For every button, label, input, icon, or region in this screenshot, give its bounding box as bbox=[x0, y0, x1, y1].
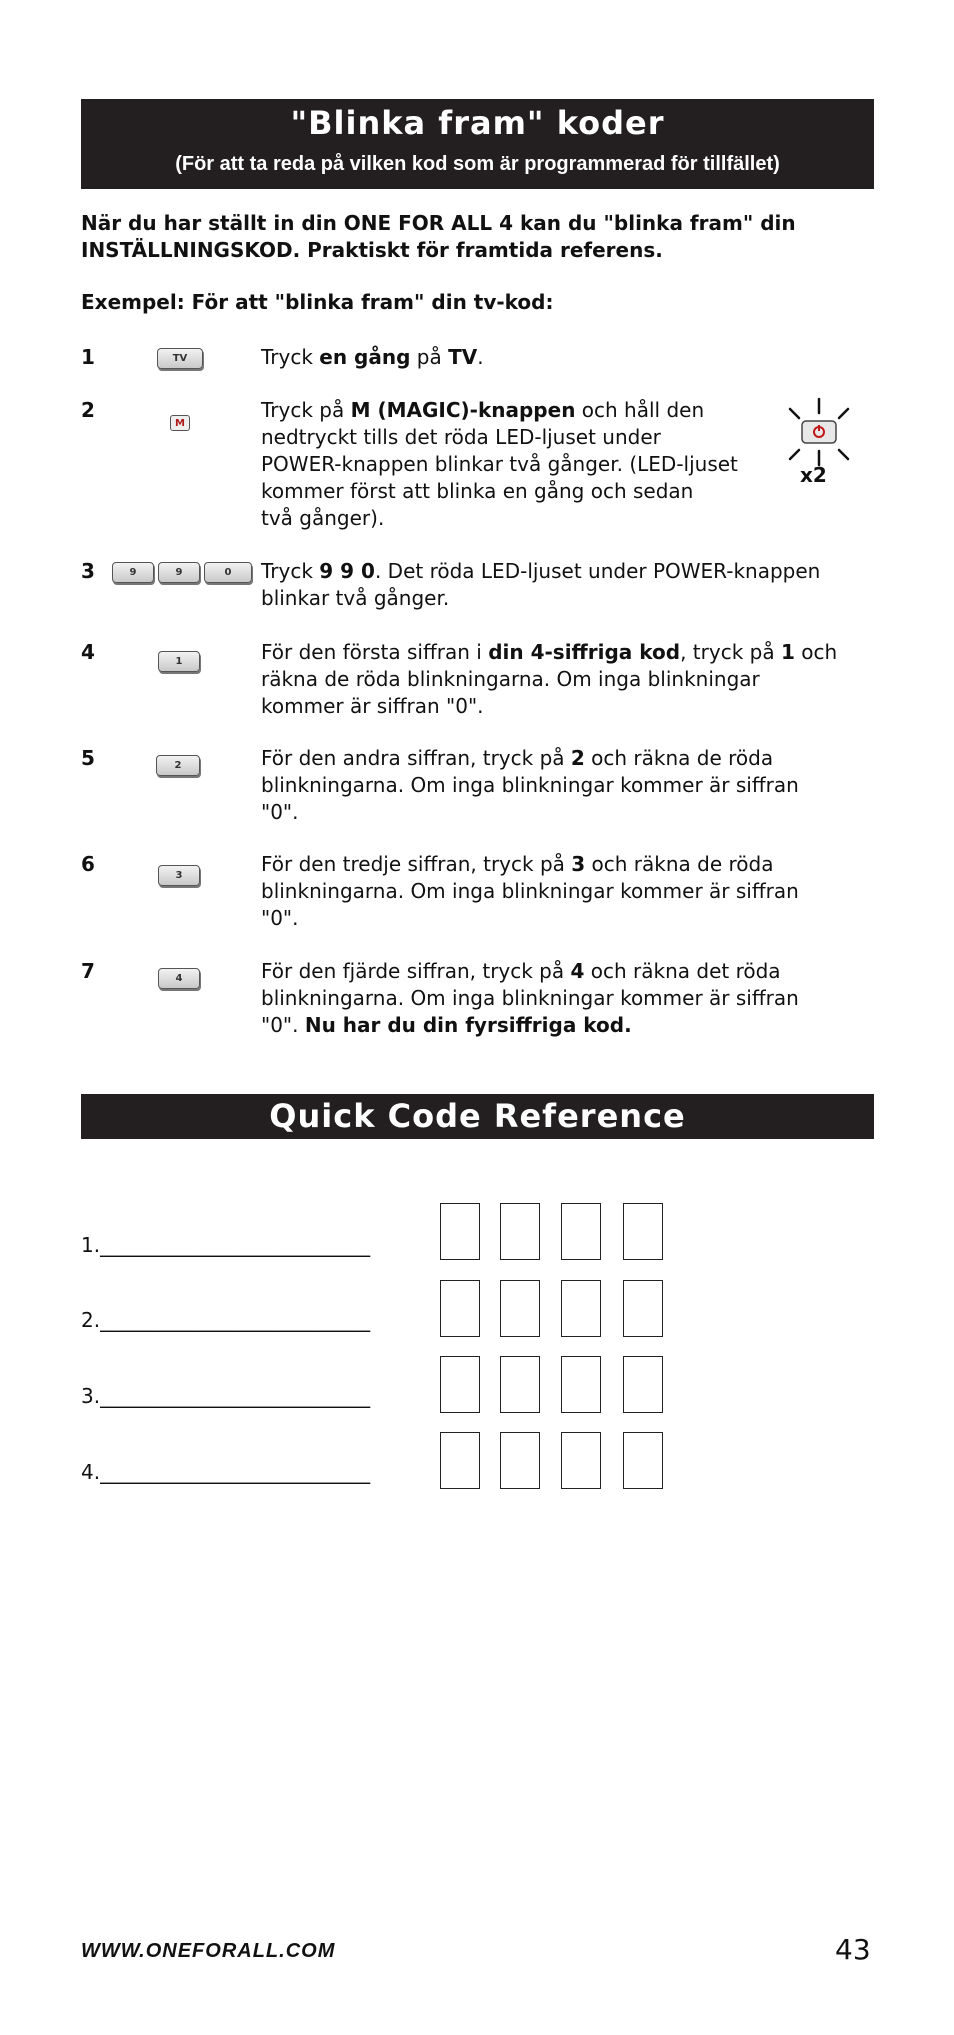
code-digit-box[interactable] bbox=[561, 1203, 601, 1260]
example-heading: Exempel: För att "blinka fram" din tv-kod: bbox=[81, 290, 554, 314]
step-text: Tryck på M (MAGIC)-knappen och håll den nedtryckt tills det röda LED-ljuset under POWER-knappen blinkar två gånger. (LED-ljuset kommer först att blinka en gång och sedan två gånger). bbox=[261, 398, 738, 530]
tv-key-icon: TV bbox=[157, 348, 203, 369]
key-group bbox=[158, 968, 200, 989]
page-number: 43 bbox=[835, 1933, 871, 1966]
quick-ref-title: Quick Code Reference bbox=[269, 1097, 686, 1135]
key-group bbox=[158, 651, 200, 672]
page-title: "Blinka fram" koder bbox=[290, 104, 665, 142]
code-digit-box[interactable] bbox=[561, 1356, 601, 1413]
code-digit-box[interactable] bbox=[500, 1203, 540, 1260]
key-3-icon: 3 bbox=[158, 865, 200, 886]
step-text: För den fjärde siffran, tryck på 4 och räkna det röda blinkningarna. Om inga blinkningar kommer är siffran "0". Nu har du din fyrsiffriga kod. bbox=[261, 959, 799, 1037]
step-number: 1 bbox=[81, 345, 95, 369]
key-4-icon: 4 bbox=[158, 968, 200, 989]
page-subtitle: (För att ta reda på vilken kod som är programmerad för tillfället) bbox=[175, 153, 780, 175]
step-number: 5 bbox=[81, 746, 95, 770]
step-text: För den andra siffran, tryck på 2 och räkna de röda blinkningarna. Om inga blinkningar kommer är siffran "0". bbox=[261, 746, 799, 824]
code-label: 3.___________________________ bbox=[81, 1384, 371, 1408]
code-digit-box[interactable] bbox=[623, 1203, 663, 1260]
step-number: 6 bbox=[81, 852, 95, 876]
footer-url: WWW.ONEFORALL.COM bbox=[81, 1940, 336, 1962]
code-digit-box[interactable] bbox=[440, 1203, 480, 1260]
step-number: 7 bbox=[81, 959, 95, 983]
code-digit-box[interactable] bbox=[623, 1280, 663, 1337]
code-digit-box[interactable] bbox=[440, 1280, 480, 1337]
magic-key-icon: M bbox=[170, 415, 190, 431]
step-number: 2 bbox=[81, 398, 95, 422]
key-2-icon: 2 bbox=[156, 755, 200, 776]
step-number: 3 bbox=[81, 559, 95, 583]
code-digit-box[interactable] bbox=[623, 1432, 663, 1489]
code-digit-box[interactable] bbox=[500, 1356, 540, 1413]
key-9-icon: 9 bbox=[158, 562, 200, 583]
key-0-icon: 0 bbox=[204, 562, 252, 583]
code-digit-box[interactable] bbox=[440, 1432, 480, 1489]
code-label: 4.___________________________ bbox=[81, 1460, 371, 1484]
step-number: 4 bbox=[81, 640, 95, 664]
code-label: 2.___________________________ bbox=[81, 1308, 371, 1332]
key-9-icon: 9 bbox=[112, 562, 154, 583]
quick-ref-banner bbox=[81, 1094, 874, 1139]
key-group bbox=[170, 415, 190, 431]
intro-line: När du har ställt in din ONE FOR ALL 4 kan du "blinka fram" din bbox=[81, 211, 796, 235]
step-text: Tryck en gång på TV. bbox=[261, 345, 484, 369]
header-banner bbox=[81, 99, 874, 189]
key-group bbox=[158, 865, 200, 886]
code-digit-box[interactable] bbox=[561, 1280, 601, 1337]
key-1-icon: 1 bbox=[158, 651, 200, 672]
step-text: För den första siffran i din 4-siffriga kod, tryck på 1 och räkna de röda blinkningarna. Om inga blinkningar kommer är siffran "0". bbox=[261, 640, 838, 718]
code-digit-box[interactable] bbox=[561, 1432, 601, 1489]
code-label: 1.___________________________ bbox=[81, 1233, 371, 1257]
code-digit-box[interactable] bbox=[500, 1432, 540, 1489]
key-group bbox=[156, 755, 200, 776]
blink-count-badge: x2 bbox=[800, 463, 827, 487]
code-digit-box[interactable] bbox=[440, 1356, 480, 1413]
code-digit-box[interactable] bbox=[623, 1356, 663, 1413]
key-group bbox=[157, 348, 203, 369]
step-text: Tryck 9 9 0. Det röda LED-ljuset under POWER-knappen blinkar två gånger. bbox=[261, 559, 821, 610]
code-digit-box[interactable] bbox=[500, 1280, 540, 1337]
intro-line: INSTÄLLNINGSKOD. Praktiskt för framtida referens. bbox=[81, 238, 663, 262]
step-text: För den tredje siffran, tryck på 3 och räkna de röda blinkningarna. Om inga blinkningar kommer är siffran "0". bbox=[261, 852, 799, 930]
key-group bbox=[112, 562, 252, 583]
intro-text bbox=[81, 210, 881, 264]
